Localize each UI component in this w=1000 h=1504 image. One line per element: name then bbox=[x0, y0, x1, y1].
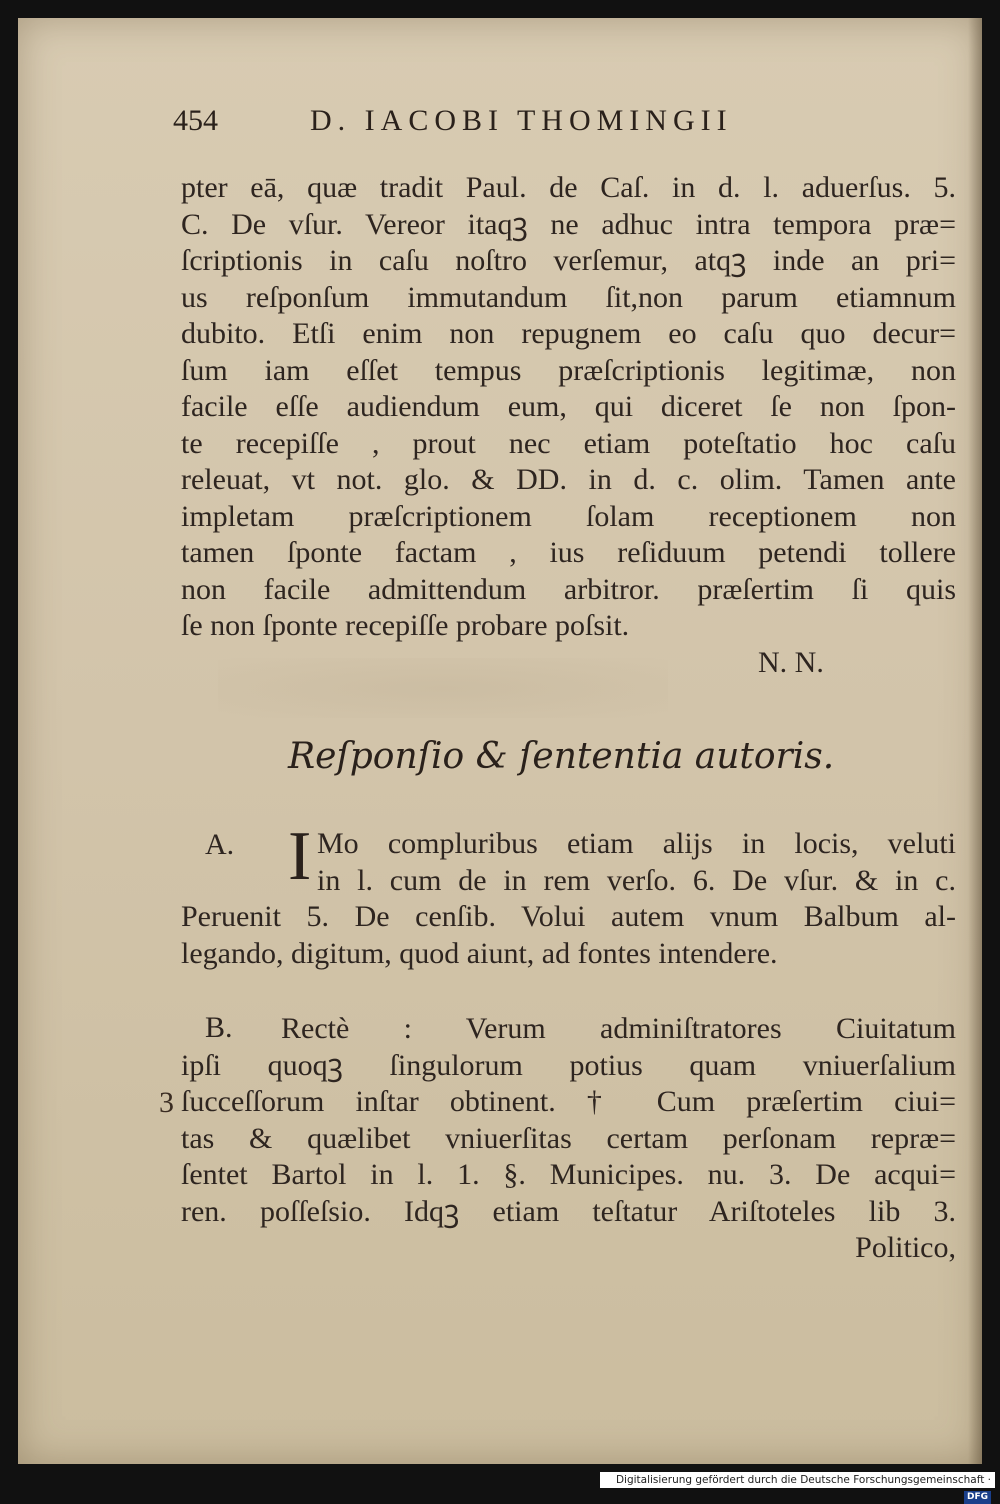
text-line: ren. poſſeſsio. Idqꝫ etiam teſtatur Ariſtoteles lib 3. bbox=[181, 1194, 956, 1228]
text-line: dubito. Etſi enim non repugnem eo caſu quo decur= bbox=[181, 317, 956, 350]
text-block-question bbox=[181, 170, 956, 645]
text-line: ſum iam eſſet tempus præſcriptionis legitimæ, non bbox=[181, 353, 956, 387]
text-line: te recepiſſe , prout nec etiam poteſtatio hoc caſu bbox=[181, 426, 956, 460]
margin-note-number: 3 bbox=[159, 1086, 174, 1119]
text-line: ſcriptionis in caſu noſtro verſemur, atqꝫ inde an pri= bbox=[181, 244, 956, 277]
text-line: Rectè : Verum adminiſtratores Ciuitatum bbox=[281, 1012, 956, 1045]
signature: N. N. bbox=[758, 646, 824, 679]
text-line: Mo compluribus etiam alijs in locis, veluti bbox=[317, 827, 956, 860]
text-block-response-a bbox=[181, 818, 956, 972]
text-block-response-b bbox=[181, 1011, 956, 1267]
credit-text: Digitalisierung gefördert durch die Deutsche Forschungsgemeinschaft · bbox=[615, 1474, 991, 1486]
text-line: releuat, vt not. glo. & DD. in d. c. olim. Tamen ante bbox=[181, 463, 956, 496]
show-through-bleed bbox=[218, 658, 668, 718]
catchword: Politico, bbox=[855, 1231, 956, 1264]
digitization-credit bbox=[600, 1472, 995, 1502]
text-line: Peruenit 5. De cenſib. Volui autem vnum Balbum al- bbox=[181, 900, 956, 933]
text-line: tamen ſponte factam , ius reſiduum petendi tollere bbox=[181, 536, 956, 569]
text-line: in l. cum de in rem verſo. 6. De vſur. & in c. bbox=[317, 863, 956, 897]
text-line: ſentet Bartol in l. 1. §. Municipes. nu. 3. De acqui= bbox=[181, 1158, 956, 1191]
book-page bbox=[18, 18, 982, 1464]
text-line: us reſponſum immutandum ſit,non parum etiamnum bbox=[181, 280, 956, 314]
text-line: tas & quælibet vniuerſitas certam perſonam repræ= bbox=[181, 1121, 956, 1155]
text-line: non facile admittendum arbitror. præſertim ſi quis bbox=[181, 572, 956, 606]
text-line: impletam præſcriptionem ſolam receptionem non bbox=[181, 499, 956, 533]
page-number: 454 bbox=[173, 104, 218, 137]
dfg-logo: DFG bbox=[964, 1491, 991, 1504]
text-line: pter eā, quæ tradit Paul. de Caſ. in d. l. aduerſus. 5. bbox=[181, 171, 956, 204]
paragraph-marker-b: B. bbox=[205, 1011, 233, 1044]
paragraph-marker-a: A. bbox=[205, 828, 235, 861]
page-edge-shadow bbox=[968, 18, 982, 1464]
running-head bbox=[173, 104, 853, 144]
text-line: ſucceſſorum inſtar obtinent. † Cum præſertim ciui= bbox=[181, 1085, 956, 1118]
section-heading: Reſponſio & ſententia autoris. bbox=[288, 736, 835, 777]
running-title: D. IACOBI THOMINGII bbox=[310, 104, 733, 137]
text-line: C. De vſur. Vereor itaqꝫ ne adhuc intra tempora præ= bbox=[181, 207, 956, 241]
text-line: legando, digitum, quod aiunt, ad fontes intendere. bbox=[181, 936, 778, 970]
text-line: ſe non ſponte recepiſſe probare poſsit. bbox=[181, 609, 630, 642]
text-line: facile eſſe audiendum eum, qui diceret ſe non ſpon- bbox=[181, 390, 956, 423]
drop-capital: I bbox=[288, 818, 312, 895]
text-line: ipſi quoqꝫ ſingulorum potius quam vniuerſalium bbox=[181, 1048, 956, 1082]
